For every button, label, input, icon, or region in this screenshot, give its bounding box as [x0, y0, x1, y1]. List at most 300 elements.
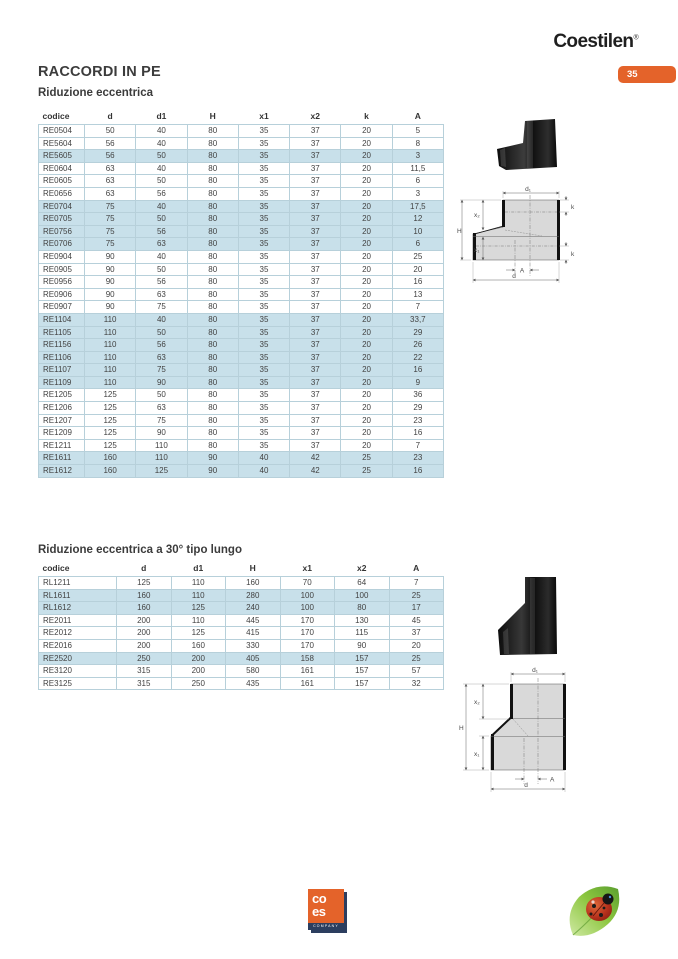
value-cell: 35 [238, 427, 289, 440]
value-cell: 80 [187, 125, 238, 138]
value-cell: 158 [280, 652, 335, 665]
coes-logo-text [308, 889, 344, 923]
value-cell: 35 [238, 200, 289, 213]
value-cell: 37 [290, 389, 341, 402]
value-cell: 37 [290, 339, 341, 352]
table-row [39, 427, 444, 440]
value-cell: 22 [392, 351, 443, 364]
value-cell: 35 [238, 439, 289, 452]
value-cell: 37 [290, 288, 341, 301]
value-cell: 125 [171, 602, 226, 615]
value-cell: 80 [187, 250, 238, 263]
value-cell: 40 [136, 162, 187, 175]
value-cell: 37 [290, 364, 341, 377]
value-cell: 315 [117, 665, 172, 678]
value-cell: 20 [341, 288, 392, 301]
value-cell: 35 [238, 301, 289, 314]
value-cell: 37 [290, 427, 341, 440]
value-cell: 26 [392, 339, 443, 352]
value-cell: 3 [392, 187, 443, 200]
table-row [39, 665, 444, 678]
value-cell: 250 [117, 652, 172, 665]
value-cell: 90 [85, 288, 136, 301]
table-row [39, 577, 444, 590]
value-cell: 37 [290, 439, 341, 452]
value-cell: 160 [117, 602, 172, 615]
value-cell: 110 [171, 577, 226, 590]
value-cell: 40 [136, 125, 187, 138]
value-cell: 125 [85, 414, 136, 427]
value-cell: 35 [238, 326, 289, 339]
value-cell: 115 [335, 627, 390, 640]
code-cell: RE3120 [39, 665, 117, 678]
table-row [39, 137, 444, 150]
code-cell: RE1211 [39, 439, 85, 452]
value-cell: 20 [341, 150, 392, 163]
value-cell: 75 [136, 301, 187, 314]
column-header: k [364, 111, 369, 121]
value-cell: 20 [389, 639, 444, 652]
value-cell: 40 [136, 250, 187, 263]
value-cell: 80 [187, 213, 238, 226]
table-row [39, 639, 444, 652]
value-cell: 80 [187, 288, 238, 301]
dim-label-k-top: k [571, 204, 575, 211]
value-cell: 37 [290, 414, 341, 427]
table-row [39, 225, 444, 238]
value-cell: 56 [136, 339, 187, 352]
value-cell: 63 [136, 238, 187, 251]
dim-label-d1: d₁ [532, 667, 538, 674]
value-cell: 200 [117, 627, 172, 640]
code-cell: RE1105 [39, 326, 85, 339]
value-cell: 37 [290, 150, 341, 163]
value-cell: 75 [136, 364, 187, 377]
value-cell: 80 [187, 187, 238, 200]
value-cell: 125 [85, 402, 136, 415]
value-cell: 37 [290, 250, 341, 263]
code-cell: RE1156 [39, 339, 85, 352]
value-cell: 405 [226, 652, 281, 665]
column-header: d1 [156, 111, 167, 121]
table-row [39, 213, 444, 226]
value-cell: 20 [341, 250, 392, 263]
reduction-table [38, 110, 444, 478]
value-cell: 20 [341, 263, 392, 276]
code-cell: RE0905 [39, 263, 85, 276]
value-cell: 25 [389, 652, 444, 665]
code-cell: RE0704 [39, 200, 85, 213]
code-cell: RE0756 [39, 225, 85, 238]
value-cell: 45 [389, 614, 444, 627]
dim-label-H: H [459, 725, 464, 732]
value-cell: 17,5 [392, 200, 443, 213]
value-cell: 63 [136, 351, 187, 364]
brand-logo [553, 31, 638, 53]
value-cell: 80 [187, 326, 238, 339]
value-cell: 35 [238, 364, 289, 377]
value-cell: 200 [117, 639, 172, 652]
value-cell: 20 [341, 351, 392, 364]
value-cell: 75 [85, 225, 136, 238]
table-row [39, 326, 444, 339]
value-cell: 56 [136, 276, 187, 289]
value-cell: 35 [238, 238, 289, 251]
value-cell: 29 [392, 402, 443, 415]
value-cell: 37 [290, 200, 341, 213]
value-cell: 125 [117, 577, 172, 590]
value-cell: 7 [392, 439, 443, 452]
value-cell: 25 [341, 465, 392, 478]
table-row [39, 602, 444, 615]
code-cell: RE1104 [39, 313, 85, 326]
table-row [39, 414, 444, 427]
value-cell: 35 [238, 402, 289, 415]
value-cell: 23 [392, 452, 443, 465]
code-cell: RE3125 [39, 677, 117, 690]
value-cell: 157 [335, 677, 390, 690]
value-cell: 8 [392, 137, 443, 150]
value-cell: 35 [238, 175, 289, 188]
column-header: d1 [193, 563, 204, 573]
code-cell: RE0956 [39, 276, 85, 289]
table-row [39, 677, 444, 690]
code-cell: RE0907 [39, 301, 85, 314]
value-cell: 160 [85, 465, 136, 478]
value-cell: 50 [136, 389, 187, 402]
eccentric-reducer-photo [496, 118, 558, 171]
brand-name: Coestilen [553, 31, 634, 52]
value-cell: 35 [238, 213, 289, 226]
value-cell: 37 [389, 627, 444, 640]
value-cell: 80 [187, 351, 238, 364]
value-cell: 250 [171, 677, 226, 690]
column-header: d [141, 563, 147, 573]
value-cell: 80 [187, 339, 238, 352]
value-cell: 17 [389, 602, 444, 615]
column-header: codice [42, 563, 70, 573]
table-row [39, 627, 444, 640]
value-cell: 63 [85, 175, 136, 188]
value-cell: 80 [187, 414, 238, 427]
value-cell: 23 [392, 414, 443, 427]
code-cell: RE1611 [39, 452, 85, 465]
value-cell: 20 [341, 162, 392, 175]
value-cell: 20 [341, 125, 392, 138]
value-cell: 80 [187, 225, 238, 238]
code-cell: RE1209 [39, 427, 85, 440]
value-cell: 12 [392, 213, 443, 226]
value-cell: 580 [226, 665, 281, 678]
value-cell: 37 [290, 175, 341, 188]
table-row [39, 288, 444, 301]
value-cell: 20 [341, 238, 392, 251]
value-cell: 6 [392, 238, 443, 251]
value-cell: 35 [238, 389, 289, 402]
value-cell: 37 [290, 225, 341, 238]
code-cell: RE0705 [39, 213, 85, 226]
code-cell: RE2016 [39, 639, 117, 652]
value-cell: 80 [187, 301, 238, 314]
page-title: RACCORDI IN PE [38, 64, 161, 80]
page-number-badge: 35 [618, 66, 676, 83]
value-cell: 80 [187, 276, 238, 289]
code-cell: RE1205 [39, 389, 85, 402]
value-cell: 20 [341, 187, 392, 200]
value-cell: 80 [187, 200, 238, 213]
value-cell: 7 [389, 577, 444, 590]
value-cell: 100 [335, 589, 390, 602]
value-cell: 37 [290, 213, 341, 226]
value-cell: 63 [136, 402, 187, 415]
value-cell: 80 [187, 162, 238, 175]
value-cell: 37 [290, 376, 341, 389]
table-row [39, 339, 444, 352]
table-row [39, 276, 444, 289]
value-cell: 40 [136, 137, 187, 150]
dim-label-x1: x₁ [474, 247, 480, 254]
value-cell: 33,7 [392, 313, 443, 326]
value-cell: 110 [171, 589, 226, 602]
value-cell: 50 [136, 213, 187, 226]
value-cell: 35 [238, 339, 289, 352]
table-row [39, 402, 444, 415]
value-cell: 37 [290, 351, 341, 364]
table-row [39, 614, 444, 627]
table-row [39, 439, 444, 452]
column-header: x1 [302, 563, 312, 573]
value-cell: 80 [187, 402, 238, 415]
value-cell: 20 [341, 389, 392, 402]
table-row [39, 125, 444, 138]
value-cell: 90 [187, 452, 238, 465]
value-cell: 90 [85, 301, 136, 314]
table-row [39, 175, 444, 188]
value-cell: 110 [85, 351, 136, 364]
value-cell: 40 [136, 313, 187, 326]
value-cell: 37 [290, 263, 341, 276]
value-cell: 130 [335, 614, 390, 627]
code-cell: RL1611 [39, 589, 117, 602]
value-cell: 29 [392, 326, 443, 339]
value-cell: 125 [85, 389, 136, 402]
value-cell: 20 [341, 339, 392, 352]
value-cell: 157 [335, 652, 390, 665]
dim-label-x1: x₁ [474, 751, 480, 758]
value-cell: 11,5 [392, 162, 443, 175]
coes-logo-line1: co [312, 891, 327, 906]
code-cell: RE1612 [39, 465, 85, 478]
value-cell: 435 [226, 677, 281, 690]
value-cell: 20 [341, 414, 392, 427]
code-cell: RE1207 [39, 414, 85, 427]
value-cell: 37 [290, 238, 341, 251]
value-cell: 445 [226, 614, 281, 627]
table-row [39, 351, 444, 364]
table-row [39, 364, 444, 377]
dim-label-H: H [457, 228, 462, 235]
column-header: H [209, 111, 216, 121]
value-cell: 35 [238, 125, 289, 138]
value-cell: 35 [238, 414, 289, 427]
value-cell: 90 [85, 263, 136, 276]
code-cell: RE5605 [39, 150, 85, 163]
value-cell: 170 [280, 627, 335, 640]
value-cell: 25 [341, 452, 392, 465]
value-cell: 42 [290, 452, 341, 465]
table-row [39, 250, 444, 263]
table-row [39, 313, 444, 326]
value-cell: 20 [341, 200, 392, 213]
value-cell: 37 [290, 187, 341, 200]
value-cell: 20 [341, 376, 392, 389]
value-cell: 170 [280, 614, 335, 627]
value-cell: 25 [392, 250, 443, 263]
value-cell: 37 [290, 125, 341, 138]
value-cell: 16 [392, 427, 443, 440]
value-cell: 70 [280, 577, 335, 590]
section2-heading: Riduzione eccentrica a 30° tipo lungo [38, 544, 242, 556]
table-row [39, 301, 444, 314]
value-cell: 35 [238, 351, 289, 364]
column-header: x2 [357, 563, 367, 573]
dim-label-A: A [519, 267, 525, 275]
value-cell: 415 [226, 627, 281, 640]
code-cell: RE1206 [39, 402, 85, 415]
value-cell: 240 [226, 602, 281, 615]
value-cell: 125 [85, 427, 136, 440]
value-cell: 110 [85, 339, 136, 352]
code-cell: RE1109 [39, 376, 85, 389]
value-cell: 10 [392, 225, 443, 238]
value-cell: 64 [335, 577, 390, 590]
value-cell: 20 [341, 137, 392, 150]
code-cell: RE5604 [39, 137, 85, 150]
value-cell: 160 [85, 452, 136, 465]
value-cell: 37 [290, 276, 341, 289]
coes-logo-line2: es [312, 903, 326, 919]
value-cell: 20 [341, 326, 392, 339]
code-cell: RE0904 [39, 250, 85, 263]
value-cell: 35 [238, 313, 289, 326]
value-cell: 56 [136, 187, 187, 200]
column-header: x1 [259, 111, 269, 121]
value-cell: 16 [392, 276, 443, 289]
dim-label-d1: d₁ [525, 186, 531, 193]
value-cell: 56 [85, 150, 136, 163]
value-cell: 20 [341, 175, 392, 188]
value-cell: 20 [341, 427, 392, 440]
code-cell: RE1106 [39, 351, 85, 364]
value-cell: 90 [335, 639, 390, 652]
value-cell: 110 [85, 326, 136, 339]
value-cell: 20 [341, 402, 392, 415]
code-cell: RE0906 [39, 288, 85, 301]
value-cell: 80 [187, 364, 238, 377]
value-cell: 90 [85, 250, 136, 263]
value-cell: 50 [136, 150, 187, 163]
value-cell: 16 [392, 364, 443, 377]
header-row [39, 110, 444, 125]
value-cell: 56 [85, 137, 136, 150]
value-cell: 75 [85, 213, 136, 226]
value-cell: 20 [392, 263, 443, 276]
value-cell: 42 [290, 465, 341, 478]
value-cell: 90 [136, 427, 187, 440]
code-cell: RE2012 [39, 627, 117, 640]
value-cell: 90 [187, 465, 238, 478]
code-cell: RE0504 [39, 125, 85, 138]
code-cell: RL1612 [39, 602, 117, 615]
ladybug-leaf-logo [563, 882, 627, 940]
value-cell: 35 [238, 150, 289, 163]
value-cell: 63 [85, 187, 136, 200]
value-cell: 37 [290, 313, 341, 326]
column-header: x2 [310, 111, 320, 121]
value-cell: 110 [85, 376, 136, 389]
value-cell: 75 [85, 238, 136, 251]
table-row [39, 162, 444, 175]
table-row [39, 238, 444, 251]
value-cell: 90 [85, 276, 136, 289]
code-cell: RE0604 [39, 162, 85, 175]
value-cell: 63 [85, 162, 136, 175]
code-cell: RE0706 [39, 238, 85, 251]
eccentric-reducer-long-diagram [453, 666, 589, 798]
value-cell: 20 [341, 225, 392, 238]
value-cell: 200 [171, 652, 226, 665]
table-row [39, 200, 444, 213]
value-cell: 160 [226, 577, 281, 590]
dim-label-x2: x₂ [474, 699, 480, 706]
value-cell: 80 [335, 602, 390, 615]
value-cell: 40 [136, 200, 187, 213]
value-cell: 16 [392, 465, 443, 478]
value-cell: 32 [389, 677, 444, 690]
value-cell: 6 [392, 175, 443, 188]
value-cell: 20 [341, 439, 392, 452]
value-cell: 200 [117, 614, 172, 627]
value-cell: 35 [238, 137, 289, 150]
value-cell: 37 [290, 301, 341, 314]
value-cell: 37 [290, 326, 341, 339]
value-cell: 110 [136, 452, 187, 465]
column-header: d [107, 111, 113, 121]
value-cell: 80 [187, 238, 238, 251]
code-cell: RE2520 [39, 652, 117, 665]
value-cell: 80 [187, 263, 238, 276]
value-cell: 160 [117, 589, 172, 602]
coes-company-logo [308, 889, 344, 930]
table-row [39, 187, 444, 200]
value-cell: 63 [136, 288, 187, 301]
value-cell: 125 [136, 465, 187, 478]
value-cell: 20 [341, 301, 392, 314]
column-header: H [249, 563, 256, 573]
table-row [39, 376, 444, 389]
value-cell: 80 [187, 137, 238, 150]
value-cell: 57 [389, 665, 444, 678]
value-cell: 37 [290, 162, 341, 175]
value-cell: 35 [238, 187, 289, 200]
value-cell: 80 [187, 427, 238, 440]
value-cell: 110 [85, 364, 136, 377]
value-cell: 80 [187, 313, 238, 326]
value-cell: 170 [280, 639, 335, 652]
table-row [39, 263, 444, 276]
value-cell: 5 [392, 125, 443, 138]
value-cell: 315 [117, 677, 172, 690]
